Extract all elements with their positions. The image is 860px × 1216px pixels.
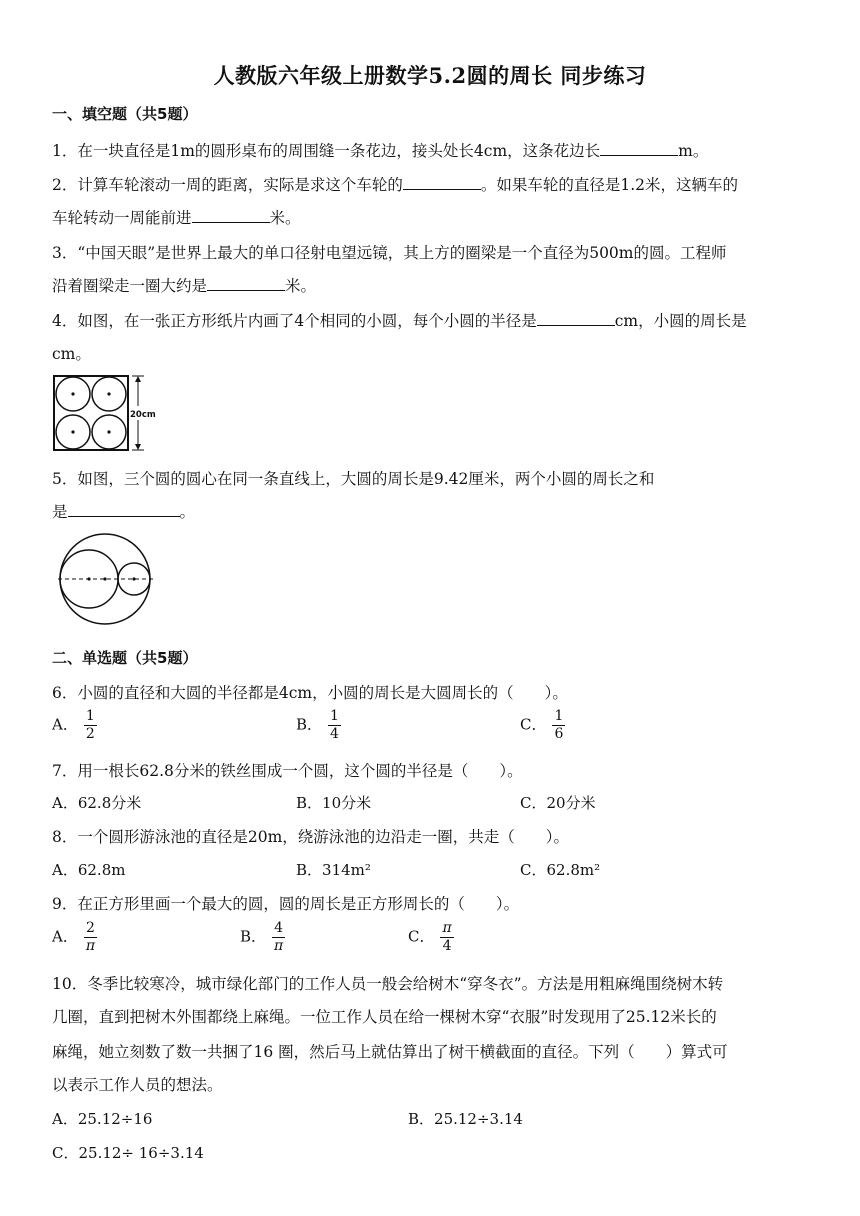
denominator: 4	[442, 938, 452, 954]
question-10-line-3: 麻绳，她立刻数了数一共捆了16 圈，然后马上就估算出了树干横截面的直径。下列（ ）算式可	[52, 1043, 728, 1061]
question-3-text-2: 沿着圈梁走一圈大约是	[52, 277, 208, 295]
circle-center	[103, 577, 106, 580]
option-a[interactable]: A．62.8分米	[52, 794, 142, 812]
question-4-line-2: cm。	[52, 345, 91, 363]
question-3-unit: 米。	[285, 277, 317, 295]
circle-center	[71, 392, 74, 395]
fraction	[84, 920, 97, 955]
fraction	[272, 920, 285, 955]
arrow-up-icon	[135, 376, 141, 382]
denominator: 4	[330, 726, 339, 742]
fraction	[552, 708, 565, 743]
circle-center	[132, 577, 135, 580]
question-2-text-cont: 。如果车轮的直径是1.2米，这辆车的	[480, 176, 739, 194]
option-c[interactable]: C．25.12÷ 16÷3.14	[52, 1144, 204, 1162]
option-b[interactable]	[296, 708, 341, 743]
question-10-line-4: 以表示工作人员的想法。	[52, 1076, 223, 1094]
question-1-unit: m。	[678, 142, 709, 160]
question-9: 9．在正方形里画一个最大的圆，圆的周长是正方形周长的（ ）。	[52, 895, 520, 913]
option-c[interactable]	[408, 920, 454, 955]
square-outline	[54, 376, 128, 450]
circle-center	[71, 430, 74, 433]
dimension-label: 20cm	[130, 410, 156, 420]
three-circles-figure	[52, 531, 162, 627]
option-b[interactable]: B．25.12÷3.14	[408, 1110, 523, 1128]
answer-blank[interactable]	[403, 174, 481, 190]
numerator: 1	[554, 708, 564, 724]
question-5-text-2: 是	[52, 503, 68, 521]
circle-center	[107, 392, 110, 395]
numerator: 1	[330, 708, 339, 724]
question-10-line-1: 10．冬季比较寒冷，城市绿化部门的工作人员一般会给树木“穿冬衣”。方法是用粗麻绳围绕树木转	[52, 975, 724, 993]
option-c[interactable]: C．62.8m²	[520, 861, 601, 879]
option-label: A．	[52, 927, 78, 946]
question-1	[52, 139, 812, 161]
option-label: C．	[408, 927, 435, 946]
question-7: 7．用一根长62.8分米的铁丝围成一个圆，这个圆的半径是（ ）。	[52, 762, 523, 780]
denominator: π	[85, 938, 96, 954]
fraction	[440, 920, 453, 955]
option-c[interactable]: C．20分米	[520, 794, 596, 812]
question-6: 6．小圆的直径和大圆的半径都是4cm，小圆的周长是大圆周长的（ ）。	[52, 684, 568, 702]
option-a[interactable]: A．62.8m	[52, 861, 126, 879]
section-single-choice-heading: 二、单选题（共5题）	[52, 649, 198, 667]
question-4-text-cont: cm，小圆的周长是	[614, 312, 747, 330]
question-8: 8．一个圆形游泳池的直径是20m，绕游泳池的边沿走一圈，共走（ ）。	[52, 828, 570, 846]
option-label: C．	[520, 715, 547, 734]
option-c[interactable]	[520, 708, 565, 743]
denominator: 6	[554, 726, 564, 742]
question-3-line-2	[52, 274, 812, 296]
question-10-line-2: 几圈，直到把树木外围都绕上麻绳。一位工作人员在给一棵树木穿“衣服”时发现用了25.12米长的	[52, 1008, 717, 1026]
fraction	[84, 708, 97, 743]
answer-blank[interactable]	[207, 275, 285, 291]
question-1-text: 1．在一块直径是1m的圆形桌布的周围缝一条花边，接头处长4cm，这条花边长	[52, 142, 601, 160]
question-5-line-1: 5．如图，三个圆的圆心在同一条直线上，大圆的周长是9.42厘米，两个小圆的周长之和	[52, 470, 655, 488]
numerator: 2	[84, 920, 97, 938]
denominator: π	[274, 938, 284, 954]
option-label: A．	[52, 715, 78, 734]
arrow-down-icon	[135, 444, 141, 450]
option-label: B．	[240, 927, 267, 946]
page-title: 人教版六年级上册数学5.2圆的周长 同步练习	[213, 63, 647, 88]
question-3-line-1: 3．“中国天眼”是世界上最大的单口径射电望远镜，其上方的圈梁是一个直径为500m的圆。工程师	[52, 244, 727, 262]
answer-blank[interactable]	[192, 207, 270, 223]
question-4-text: 4．如图，在一张正方形纸片内画了4个相同的小圆，每个小圆的半径是	[52, 312, 537, 330]
answer-blank[interactable]	[68, 501, 180, 517]
circle-center	[87, 577, 90, 580]
question-2-text: 2．计算车轮滚动一周的距离，实际是求这个车轮的	[52, 176, 403, 194]
question-5-end: 。	[179, 503, 196, 521]
option-b[interactable]: B．314m²	[296, 861, 371, 879]
denominator: 2	[85, 726, 95, 742]
question-2-unit: 米。	[269, 209, 301, 227]
circle-center	[107, 430, 110, 433]
numerator: 1	[85, 708, 95, 724]
answer-blank[interactable]	[537, 310, 615, 326]
question-4-line-1	[52, 309, 812, 331]
option-b[interactable]	[240, 920, 285, 955]
question-2-line-2	[52, 206, 812, 228]
answer-blank[interactable]	[600, 140, 678, 156]
fraction	[328, 708, 341, 743]
numerator: π	[442, 920, 452, 936]
option-b[interactable]: B．10分米	[296, 794, 372, 812]
question-2-text-2: 车轮转动一周能前进	[52, 209, 192, 227]
option-a[interactable]	[52, 920, 97, 955]
four-circles-figure	[52, 372, 162, 454]
option-a[interactable]	[52, 708, 97, 743]
numerator: 4	[272, 920, 285, 938]
option-a[interactable]: A．25.12÷16	[52, 1110, 153, 1128]
section-fill-in-heading: 一、填空题（共5题）	[52, 105, 198, 123]
option-label: B．	[296, 715, 323, 734]
question-2-line-1	[52, 173, 812, 195]
question-5-line-2	[52, 500, 812, 522]
